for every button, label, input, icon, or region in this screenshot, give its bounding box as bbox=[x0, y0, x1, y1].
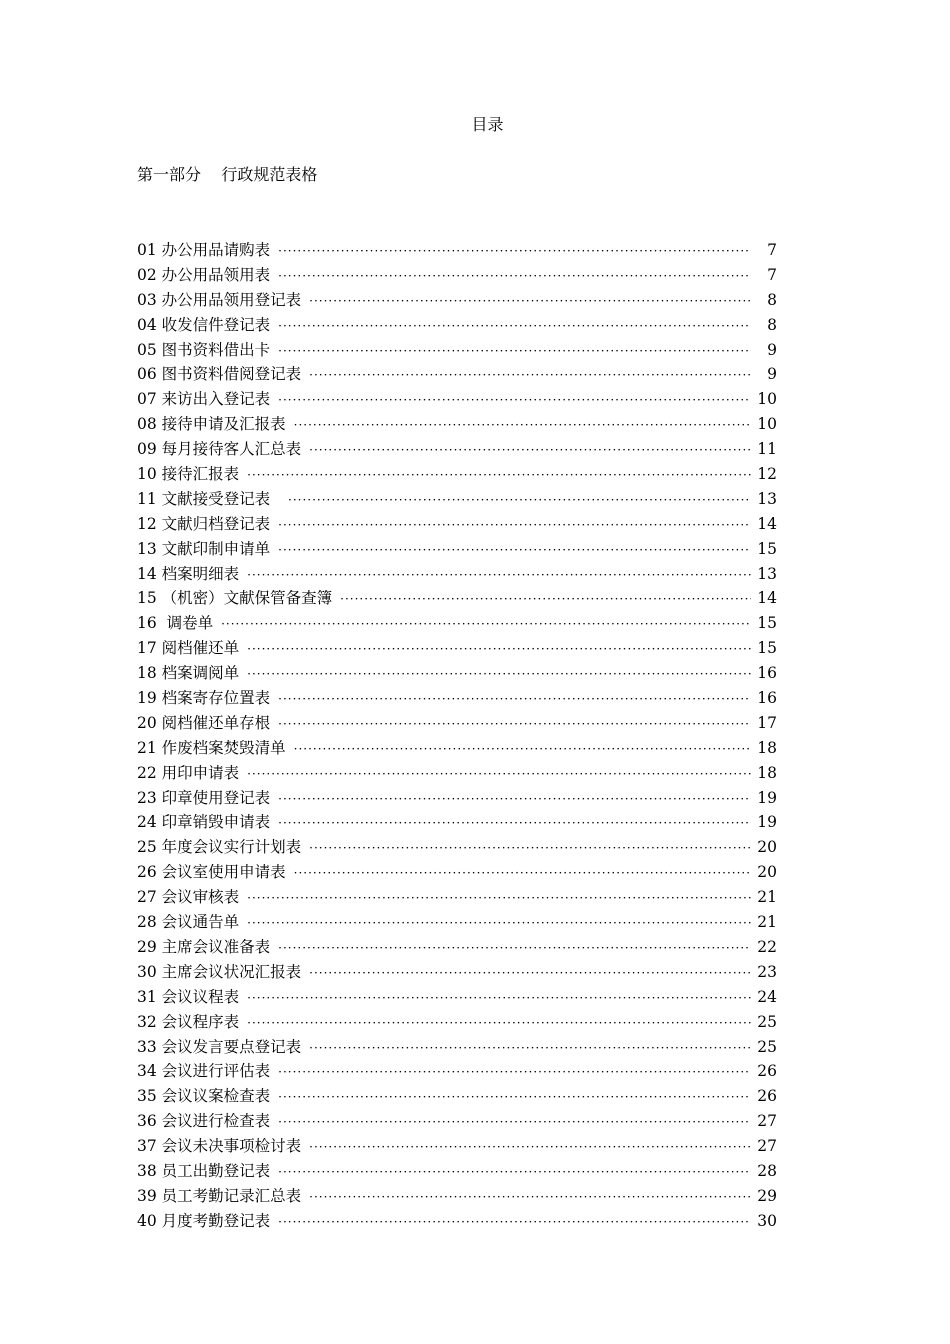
toc-entry-page-number: 18 bbox=[757, 738, 777, 757]
toc-entry[interactable] bbox=[137, 362, 777, 387]
toc-entry-page-number: 9 bbox=[767, 340, 777, 359]
toc-entry[interactable] bbox=[137, 786, 777, 811]
toc-entry-page-number: 26 bbox=[757, 1062, 777, 1081]
toc-entry-page-number: 15 bbox=[757, 614, 777, 633]
toc-entry[interactable] bbox=[137, 487, 777, 512]
toc-dot-leader bbox=[278, 687, 751, 712]
toc-entry-label: 14 档案明细表 bbox=[137, 564, 240, 583]
toc-entry-label: 19 档案寄存位置表 bbox=[137, 689, 271, 708]
toc-entry-page-number: 8 bbox=[767, 315, 777, 334]
toc-entry-page-number: 7 bbox=[767, 265, 777, 284]
toc-entry-label: 34 会议进行评估表 bbox=[137, 1062, 271, 1081]
toc-entry[interactable] bbox=[137, 985, 777, 1010]
toc-entry-page-number: 10 bbox=[757, 415, 777, 434]
toc-entry-label: 26 会议室使用申请表 bbox=[137, 863, 286, 882]
toc-dot-leader bbox=[247, 637, 751, 662]
toc-entry-page-number: 21 bbox=[757, 888, 777, 907]
toc-entry[interactable] bbox=[137, 338, 777, 363]
toc-entry[interactable] bbox=[137, 761, 777, 786]
toc-dot-leader bbox=[278, 1060, 751, 1085]
toc-entry[interactable] bbox=[137, 935, 777, 960]
toc-entry[interactable] bbox=[137, 1010, 777, 1035]
toc-dot-leader bbox=[278, 811, 751, 836]
table-of-contents bbox=[137, 238, 777, 1234]
toc-entry-page-number: 19 bbox=[757, 813, 777, 832]
toc-entry-page-number: 9 bbox=[767, 365, 777, 384]
toc-entry-label: 11 文献接受登记表 bbox=[137, 489, 281, 508]
toc-entry[interactable] bbox=[137, 437, 777, 462]
toc-entry-label: 09 每月接待客人汇总表 bbox=[137, 440, 302, 459]
toc-entry[interactable] bbox=[137, 462, 777, 487]
toc-dot-leader bbox=[247, 762, 751, 787]
toc-entry-page-number: 7 bbox=[767, 241, 777, 259]
toc-entry-page-number: 10 bbox=[757, 390, 777, 409]
section-title: 第一部分 行政规范表格 bbox=[137, 165, 318, 184]
toc-dot-leader bbox=[221, 612, 751, 637]
toc-dot-leader bbox=[278, 388, 751, 413]
toc-entry-label: 32 会议程序表 bbox=[137, 1012, 240, 1031]
toc-entry[interactable] bbox=[137, 263, 777, 288]
toc-entry-page-number: 13 bbox=[757, 564, 777, 583]
toc-entry-page-number: 25 bbox=[757, 1012, 777, 1031]
toc-entry-label: 24 印章销毁申请表 bbox=[137, 813, 271, 832]
toc-entry-label: 25 年度会议实行计划表 bbox=[137, 838, 302, 857]
toc-entry-page-number: 19 bbox=[757, 788, 777, 807]
toc-entry-label: 36 会议进行检查表 bbox=[137, 1112, 271, 1131]
toc-entry-page-number: 23 bbox=[757, 962, 777, 981]
toc-entry-label: 27 会议审核表 bbox=[137, 888, 240, 907]
toc-entry-label: 01 办公用品请购表 bbox=[137, 241, 271, 259]
toc-dot-leader bbox=[278, 1210, 751, 1235]
toc-entry-page-number: 26 bbox=[757, 1087, 777, 1106]
toc-dot-leader bbox=[247, 986, 751, 1011]
toc-entry[interactable] bbox=[137, 885, 777, 910]
toc-entry-label: 17 阅档催还单 bbox=[137, 639, 240, 658]
toc-entry[interactable] bbox=[137, 1159, 777, 1184]
toc-dot-leader bbox=[340, 587, 751, 612]
toc-entry-label: 35 会议议案检查表 bbox=[137, 1087, 271, 1106]
toc-dot-leader bbox=[278, 787, 751, 812]
toc-entry-page-number: 21 bbox=[757, 913, 777, 932]
toc-dot-leader bbox=[309, 1036, 751, 1061]
toc-entry[interactable] bbox=[137, 562, 777, 587]
toc-entry[interactable] bbox=[137, 661, 777, 686]
toc-entry-page-number: 15 bbox=[757, 539, 777, 558]
toc-entry[interactable] bbox=[137, 711, 777, 736]
toc-dot-leader bbox=[247, 463, 751, 488]
toc-entry-label: 07 来访出入登记表 bbox=[137, 390, 271, 409]
toc-entry-label: 33 会议发言要点登记表 bbox=[137, 1037, 302, 1056]
toc-entry-label: 15 （机密）文献保管备查簿 bbox=[137, 589, 333, 608]
toc-entry-page-number: 22 bbox=[757, 937, 777, 956]
toc-entry[interactable] bbox=[137, 636, 777, 661]
toc-dot-leader bbox=[247, 1011, 751, 1036]
toc-dot-leader bbox=[309, 836, 751, 861]
toc-entry-page-number: 20 bbox=[757, 863, 777, 882]
toc-entry-label: 02 办公用品领用表 bbox=[137, 265, 271, 284]
toc-entry-label: 37 会议未决事项检讨表 bbox=[137, 1137, 302, 1156]
toc-entry-label: 06 图书资料借阅登记表 bbox=[137, 365, 302, 384]
toc-entry-page-number: 8 bbox=[767, 290, 777, 309]
toc-dot-leader bbox=[294, 861, 751, 886]
toc-dot-leader bbox=[247, 662, 751, 687]
toc-entry[interactable] bbox=[137, 1059, 777, 1084]
toc-dot-leader bbox=[278, 339, 751, 364]
toc-entry-page-number: 27 bbox=[757, 1137, 777, 1156]
toc-entry-label: 18 档案调阅单 bbox=[137, 664, 240, 683]
toc-dot-leader bbox=[278, 1085, 751, 1110]
toc-dot-leader bbox=[247, 886, 751, 911]
toc-entry[interactable] bbox=[137, 586, 777, 611]
toc-entry-page-number: 20 bbox=[757, 838, 777, 857]
toc-entry-page-number: 13 bbox=[757, 489, 777, 508]
toc-dot-leader bbox=[278, 538, 751, 563]
toc-entry[interactable] bbox=[137, 1109, 777, 1134]
toc-entry[interactable] bbox=[137, 238, 777, 263]
toc-entry[interactable] bbox=[137, 810, 777, 835]
toc-dot-leader bbox=[309, 1135, 751, 1160]
toc-entry-page-number: 30 bbox=[757, 1211, 777, 1230]
toc-entry[interactable] bbox=[137, 1134, 777, 1159]
toc-entry-label: 23 印章使用登记表 bbox=[137, 788, 271, 807]
page-title: 目录 bbox=[471, 115, 504, 134]
toc-entry[interactable] bbox=[137, 611, 777, 636]
toc-dot-leader bbox=[309, 363, 751, 388]
toc-entry[interactable] bbox=[137, 686, 777, 711]
toc-entry-label: 30 主席会议状况汇报表 bbox=[137, 962, 302, 981]
toc-entry-page-number: 16 bbox=[757, 689, 777, 708]
toc-entry-label: 13 文献印制申请单 bbox=[137, 539, 271, 558]
toc-entry-page-number: 14 bbox=[757, 514, 777, 533]
toc-entry[interactable] bbox=[137, 1084, 777, 1109]
toc-dot-leader bbox=[247, 563, 751, 588]
toc-entry[interactable] bbox=[137, 1035, 777, 1060]
toc-entry[interactable] bbox=[137, 288, 777, 313]
toc-entry[interactable] bbox=[137, 960, 777, 985]
toc-entry[interactable] bbox=[137, 736, 777, 761]
toc-dot-leader bbox=[278, 712, 751, 737]
toc-entry-label: 22 用印申请表 bbox=[137, 763, 240, 782]
toc-entry-page-number: 15 bbox=[757, 639, 777, 658]
toc-entry-page-number: 25 bbox=[757, 1037, 777, 1056]
toc-entry-label: 21 作废档案焚毁清单 bbox=[137, 738, 286, 757]
toc-entry-page-number: 29 bbox=[757, 1186, 777, 1205]
toc-dot-leader bbox=[309, 438, 751, 463]
toc-dot-leader bbox=[294, 413, 751, 438]
toc-entry-label: 03 办公用品领用登记表 bbox=[137, 290, 302, 309]
toc-dot-leader bbox=[247, 911, 751, 936]
toc-entry[interactable] bbox=[137, 313, 777, 338]
toc-dot-leader bbox=[294, 737, 751, 762]
toc-entry-label: 12 文献归档登记表 bbox=[137, 514, 271, 533]
toc-entry[interactable] bbox=[137, 387, 777, 412]
toc-entry-page-number: 11 bbox=[757, 440, 777, 459]
toc-entry-label: 16 调卷单 bbox=[137, 614, 214, 633]
toc-entry[interactable] bbox=[137, 910, 777, 935]
toc-entry-label: 38 员工出勤登记表 bbox=[137, 1161, 271, 1180]
toc-entry-page-number: 14 bbox=[757, 589, 777, 608]
toc-dot-leader bbox=[278, 513, 751, 538]
toc-entry[interactable] bbox=[137, 1209, 777, 1234]
toc-dot-leader bbox=[309, 289, 751, 314]
toc-entry-label: 28 会议通告单 bbox=[137, 913, 240, 932]
toc-dot-leader bbox=[278, 264, 751, 289]
toc-entry-label: 10 接待汇报表 bbox=[137, 465, 240, 484]
toc-entry-page-number: 17 bbox=[757, 713, 777, 732]
toc-entry[interactable] bbox=[137, 412, 777, 437]
toc-entry-label: 31 会议议程表 bbox=[137, 987, 240, 1006]
toc-dot-leader bbox=[278, 936, 751, 961]
toc-entry-label: 04 收发信件登记表 bbox=[137, 315, 271, 334]
toc-entry-page-number: 12 bbox=[757, 465, 777, 484]
toc-entry[interactable] bbox=[137, 835, 777, 860]
toc-dot-leader bbox=[278, 1110, 751, 1135]
toc-dot-leader bbox=[309, 1185, 751, 1210]
toc-dot-leader bbox=[288, 488, 751, 513]
toc-entry-label: 08 接待申请及汇报表 bbox=[137, 415, 286, 434]
toc-dot-leader bbox=[278, 1160, 751, 1185]
toc-entry-label: 20 阅档催还单存根 bbox=[137, 713, 271, 732]
toc-entry[interactable] bbox=[137, 512, 777, 537]
toc-entry[interactable] bbox=[137, 860, 777, 885]
toc-entry-label: 40 月度考勤登记表 bbox=[137, 1211, 271, 1230]
toc-dot-leader bbox=[278, 239, 751, 264]
toc-entry-label: 05 图书资料借出卡 bbox=[137, 340, 271, 359]
toc-dot-leader bbox=[309, 961, 751, 986]
toc-entry-page-number: 28 bbox=[757, 1161, 777, 1180]
toc-entry-page-number: 16 bbox=[757, 664, 777, 683]
toc-entry[interactable] bbox=[137, 537, 777, 562]
toc-entry-page-number: 27 bbox=[757, 1112, 777, 1131]
toc-entry-label: 29 主席会议准备表 bbox=[137, 937, 271, 956]
toc-entry-label: 39 员工考勤记录汇总表 bbox=[137, 1186, 302, 1205]
toc-entry-page-number: 24 bbox=[757, 987, 777, 1006]
toc-entry[interactable] bbox=[137, 1184, 777, 1209]
toc-entry-page-number: 18 bbox=[757, 763, 777, 782]
toc-dot-leader bbox=[278, 314, 751, 339]
